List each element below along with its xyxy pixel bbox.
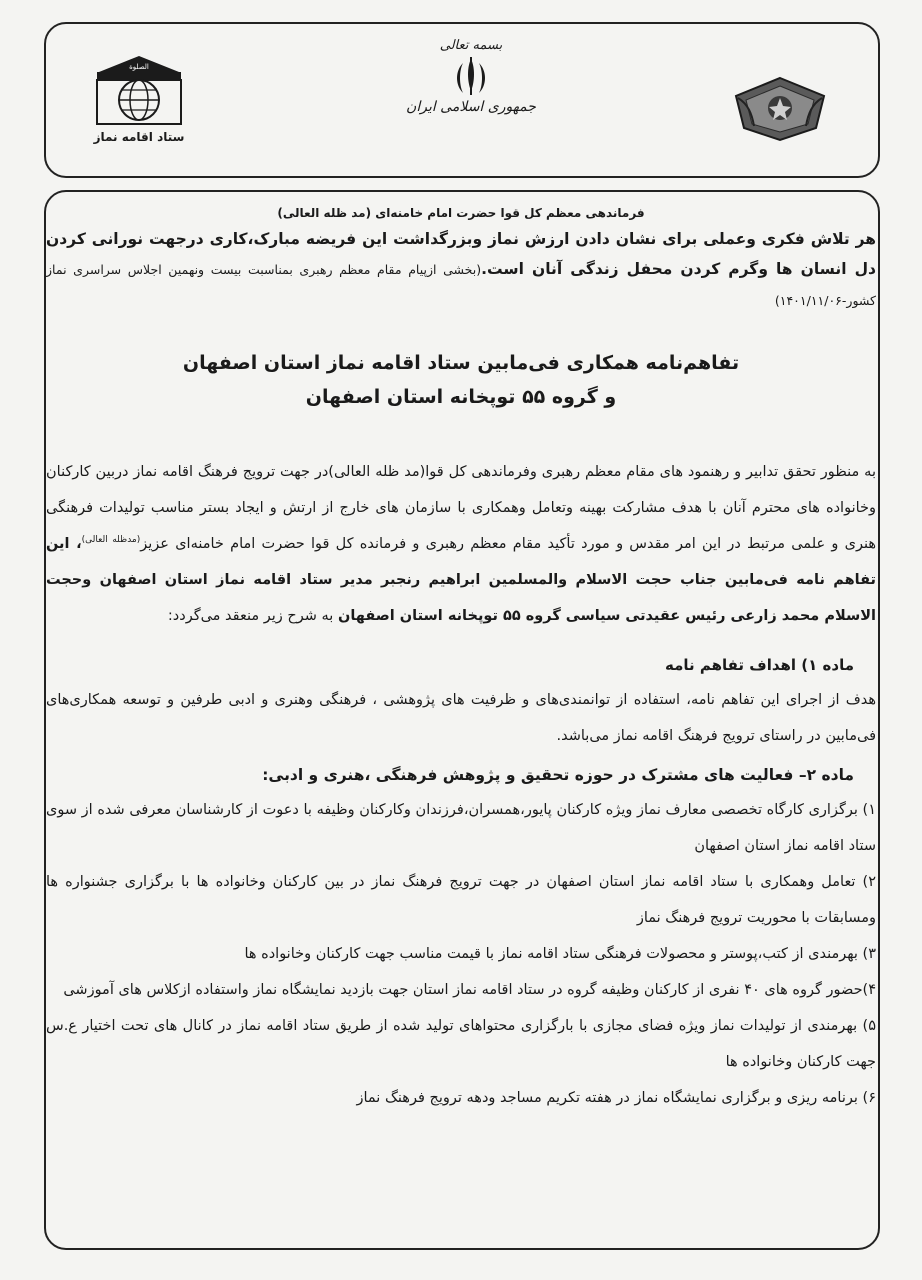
article-2-item: ۱) برگزاری کارگاه تخصصی معارف نماز ویژه کارکنان پایور،همسران،فرزندان وکارکنان وظیفه با دعوت از کارشناسان معرفی شده از سوی ستاد اقامه نماز استان اصفهان — [46, 802, 876, 854]
globe-mosque-icon — [93, 52, 185, 126]
iran-emblem-caption: جمهوری اسلامی ایران — [406, 99, 536, 115]
quote-attribution: فرماندهی معظم کل قوا حضرت امام خامنه‌ای (مد ظله العالی) — [277, 206, 645, 220]
document-title — [46, 346, 876, 414]
article-2-item: ۶) برنامه ریزی و برگزاری نمایشگاه نماز در هفته تکریم مساجد ودهه ترویج فرهنگ نماز — [356, 1090, 876, 1106]
army-badge-icon — [728, 74, 832, 144]
title-line-1: تفاهم‌نامه همکاری فی‌مابین ستاد اقامه نماز استان اصفهان — [182, 352, 740, 374]
article-2-heading: ماده ۲– فعالیت های مشترک در حوزه تحقیق و پژوهش فرهنگی ،هنری و ادبی: — [262, 766, 854, 784]
quote-source: (بخشی ازپیام مقام معظم رهبری بمناسبت بیست ونهمین اجلاس سراسری نماز کشور-۱۴۰۱/۱۱/۰۶) — [46, 262, 876, 308]
article-1-heading: ماده ۱) اهداف تفاهم نامه — [664, 656, 854, 674]
iran-coat-of-arms-icon — [449, 55, 493, 97]
document-content — [46, 206, 876, 1116]
army-emblem-logo — [728, 74, 838, 148]
intro-superscript: (مدظله العالی) — [81, 535, 141, 546]
intro-text-2: به شرح زیر منعقد می‌گردد: — [167, 608, 338, 624]
quote-text: هر تلاش فکری وعملی برای نشان دادن ارزش نماز وبزرگداشت این فریضه مبارک،کاری درجهت نورانی کردن دل انسان ها وگرم کردن محفل زندگی آنان است. — [46, 230, 876, 278]
article-2-item: ۳) بهرمندی از کتب،پوستر و محصولات فرهنگی ستاد اقامه نماز با قیمت مناسب جهت کارکنان وخانواده ها — [244, 946, 876, 962]
basmeh-taala-text: بسمه تعالی — [439, 38, 503, 53]
iran-emblem — [406, 38, 536, 115]
leader-quote — [46, 224, 876, 316]
article-1-text: هدف از اجرای این تفاهم نامه، استفاده از توانمندی‌های و ظرفیت های پژوهشی ، فرهنگی وهنری و ادبی طرفین و توسعه همکاری‌های فی‌مابین در راستای ترویج فرهنگ اقامه نماز می‌باشد. — [46, 692, 876, 744]
title-line-2: و گروه ۵۵ توپخانه استان اصفهان — [305, 386, 617, 408]
letterhead-box — [44, 22, 880, 178]
article-2-item: ۲) تعامل وهمکاری با ستاد اقامه نماز استان اصفهان در جهت ترویج فرهنگ نماز در بین کارکنان وخانواده ها با برگزاری جشنواره ها ومسابقات با محوریت ترویج فرهنگ نماز — [46, 874, 876, 926]
setad-eqameh-namaz-logo — [84, 52, 194, 144]
left-logo-caption: ستاد اقامه نماز — [93, 130, 185, 144]
intro-paragraph — [46, 454, 876, 634]
article-2-item: ۴)حضور گروه های ۴۰ نفری از کارکنان وظیفه گروه در ستاد اقامه نماز استان جهت بازدید نمایشگاه نماز واستفاده ازکلاس های آموزشی — [63, 982, 876, 998]
logo-band-text: الصلوة — [129, 63, 149, 71]
intro-bold-parties: ، این تفاهم نامه فی‌مابین جناب حجت الاسلام والمسلمین ابراهیم رنجبر مدیر ستاد اقامه نماز استان اصفهان وحجت الاسلام محمد زارعی رئیس عقیدتی سیاسی گروه ۵۵ توپخانه استان اصفهان — [46, 536, 876, 624]
article-2-item: ۵) بهرمندی از تولیدات نماز ویژه فضای مجازی با بارگزاری محتواهای تولید شده از طریق ستاد اقامه نماز در کانال های تحت اختیار ع.س جهت کارکنان وخانواده ها — [46, 1018, 876, 1070]
intro-text-1: به منظور تحقق تدابیر و رهنمود های مقام معظم رهبری وفرماندهی کل قوا(مد ظله العالی)در جهت ترویج فرهنگ اقامه نماز دربین کارکنان وخانواده های محترم آنان با هدف مشارکت بهینه وتعامل وهمکاری با سازمان های خارج از ارتش و ایجاد بستر مناسب تولیدات فرهنگی هنری و علمی مرتبط در این امر مقدس و مورد تأکید مقام معظم رهبری و فرمانده کل قوا حضرت امام خامنه‌ای عزیز — [46, 464, 876, 552]
